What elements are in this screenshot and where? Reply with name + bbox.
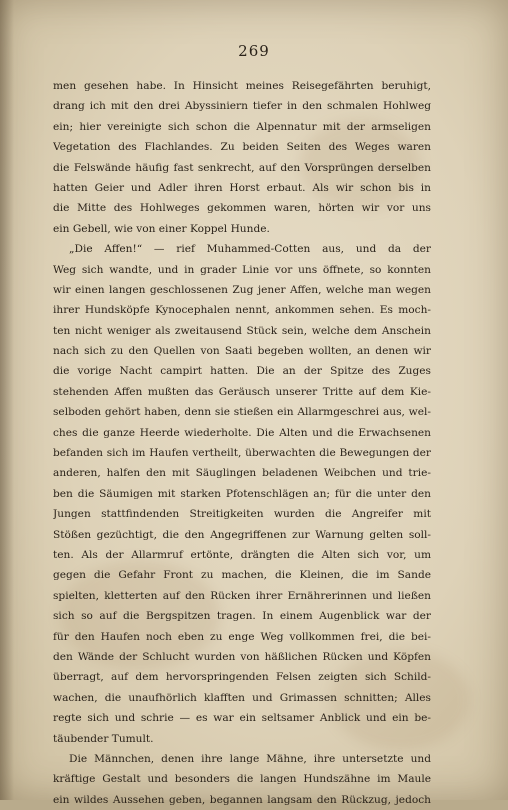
text-line: drang ich mit den drei Abyssiniern tiefer in den schmalen Hohlweg [53, 100, 431, 113]
text-line: ein; hier vereinigte sich schon die Alpennatur mit der armseligen [53, 120, 431, 133]
text-line: die Felswände häufig fast senkrecht, auf den Vorsprüngen derselben [53, 161, 431, 174]
text-line: ten. Als der Allarmruf ertönte, drängten die Alten sich vor, um [53, 548, 431, 561]
text-line: ten nicht weniger als zweitausend Stück sein, welche dem Anschein [53, 324, 431, 337]
text-line: Weg sich wandte, und in grader Linie vor uns öffnete, so konnten [53, 263, 431, 276]
text-line: ihrer Hundsköpfe Kynocephalen nennt, ankommen sehen. Es moch- [53, 304, 431, 317]
text-line: spielten, kletterten auf den Rücken ihrer Ernährerinnen und ließen [53, 589, 431, 602]
text-line: hatten Geier und Adler ihren Horst erbaut. Als wir schon bis in [53, 181, 431, 194]
text-line: stehenden Affen mußten das Geräusch unserer Tritte auf dem Kie- [53, 385, 431, 398]
body-text [53, 76, 431, 810]
text-line: Jungen stattfindenden Streitigkeiten wurden die Angreifer mit [53, 508, 431, 521]
text-line: Vegetation des Flachlandes. Zu beiden Seiten des Weges waren [53, 141, 431, 154]
text-line: gegen die Gefahr Front zu machen, die Kleinen, die im Sande [53, 569, 431, 582]
text-line: Die Männchen, denen ihre lange Mähne, ihre untersetzte und [69, 752, 431, 765]
text-line: sich so auf die Bergspitzen tragen. In einem Augenblick war der [53, 610, 431, 623]
text-line: men gesehen habe. In Hinsicht meines Reisegefährten beruhigt, [53, 80, 431, 92]
text-line: anderen, halfen den mit Säuglingen beladenen Weibchen und trie- [53, 467, 431, 480]
text-line: für den Haufen noch eben zu enge Weg vollkommen frei, die bei- [53, 630, 431, 643]
text-line: überragt, auf dem hervorspringenden Felsen zeigten sich Schild- [53, 671, 431, 684]
text-line: Stößen gezüchtigt, die den Angegriffenen zur Warnung gelten soll- [53, 528, 431, 541]
text-line: wachen, die unaufhörlich klafften und Grimassen schnitten; Alles [53, 691, 431, 704]
text-line: ches die ganze Heerde wiederholte. Die Alten und die Erwachsenen [53, 426, 431, 439]
text-line: ein wildes Aussehen geben, begannen langsam den Rückzug, jedoch [53, 793, 431, 806]
text-line: ben die Säumigen mit starken Pfotenschlägen an; für die unter den [53, 487, 431, 500]
text-line: nach sich zu den Quellen von Saati begeben wollten, an denen wir [53, 345, 431, 358]
text-line: selboden gehört haben, denn sie stießen ein Allarmgeschrei aus, wel- [53, 406, 431, 419]
text-line: die vorige Nacht campirt hatten. Die an der Spitze des Zuges [53, 365, 431, 378]
text-line: regte sich und schrie — es war ein seltsamer Anblick und ein be- [53, 712, 431, 725]
page-spine-shadow [0, 0, 14, 800]
text-line: wir einen langen geschlossenen Zug jener Affen, welche man wegen [53, 283, 431, 296]
text-line: „Die Affen!“ — rief Muhammed-Cotten aus, und da der [69, 243, 431, 256]
text-line: den Wände der Schlucht wurden von häßlichen Rücken und Köpfen [53, 650, 431, 663]
text-line: kräftige Gestalt und besonders die langen Hundszähne im Maule [53, 773, 431, 786]
text-line: die Mitte des Hohlweges gekommen waren, hörten wir vor uns [53, 202, 431, 215]
text-line: ein Gebell, wie von einer Koppel Hunde. [53, 222, 270, 235]
text-line: befanden sich im Haufen vertheilt, überwachten die Bewegungen der [53, 447, 431, 460]
page-number: 269 [238, 42, 270, 60]
text-line: täubender Tumult. [53, 732, 154, 745]
